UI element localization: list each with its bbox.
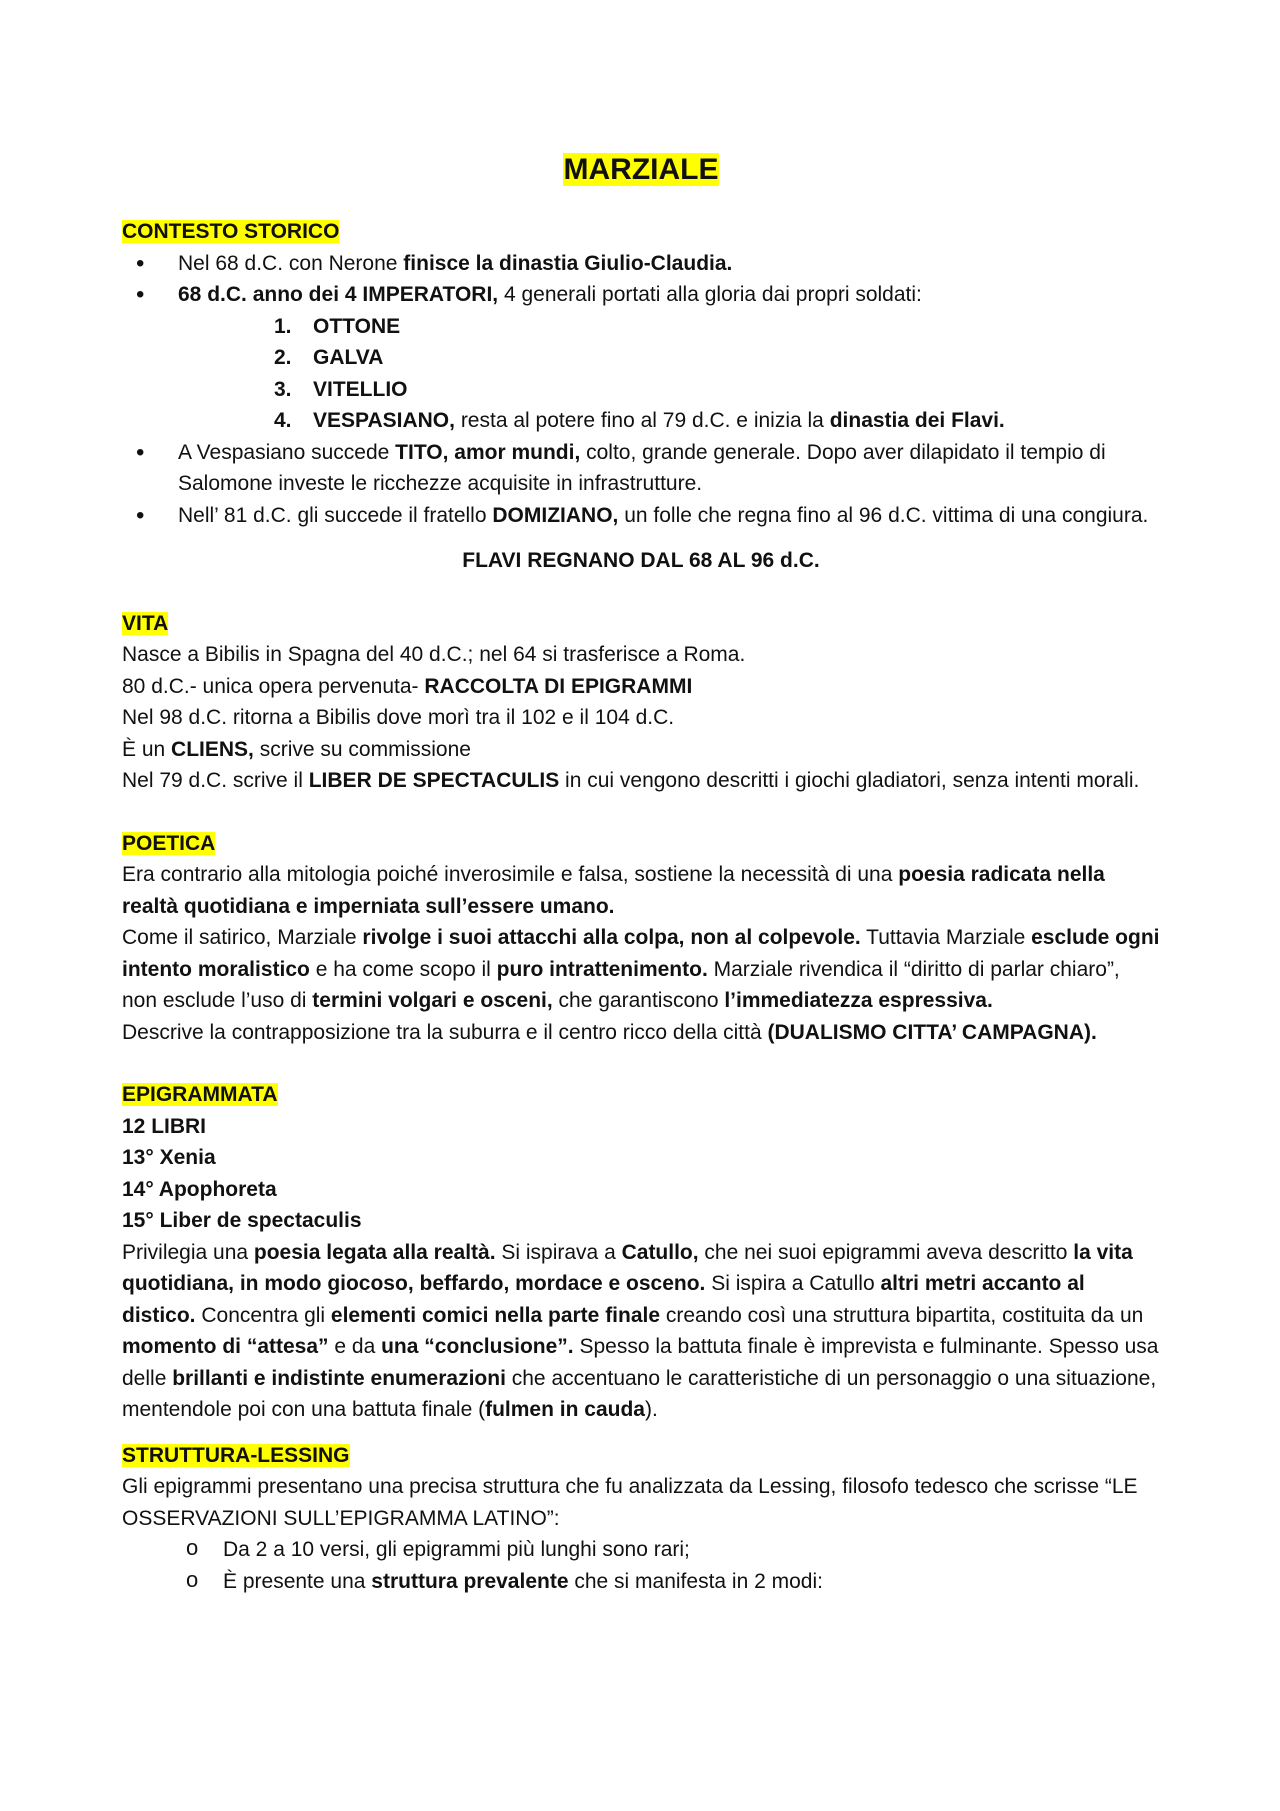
- page-title: MARZIALE: [563, 153, 719, 186]
- list-item: • Nel 68 d.C. con Nerone finisce la dinastia Giulio-Claudia.: [122, 248, 1160, 280]
- list-item: • Nell’ 81 d.C. gli succede il fratello DOMIZIANO, un folle che regna fino al 96 d.C. vittima di una congiura.: [122, 500, 1160, 532]
- book-line: 14° Apophoreta: [122, 1177, 277, 1201]
- vita-line: 80 d.C.- unica opera pervenuta- RACCOLTA DI EPIGRAMMI: [122, 674, 693, 698]
- vita-line: È un CLIENS, scrive su commissione: [122, 737, 471, 761]
- contesto-list: [122, 248, 1160, 532]
- book-line: 12 LIBRI: [122, 1114, 207, 1138]
- book-line: 13° Xenia: [122, 1146, 216, 1169]
- poetica-paragraph: Descrive la contrapposizione tra la suburra e il centro ricco della città (DUALISMO CITTA’ CAMPAGNA).: [122, 1020, 1097, 1044]
- poetica-paragraph: Era contrario alla mitologia poiché inverosimile e falsa, sostiene la necessità di una poesia radicata nella realtà quotidiana e imperniata sull’essere umano.: [122, 863, 1105, 918]
- section-heading-lessing: STRUTTURA-LESSING: [122, 1443, 350, 1467]
- section-heading-poetica: POETICA: [122, 831, 216, 855]
- vita-line: Nasce a Bibilis in Spagna del 40 d.C.; nel 64 si trasferisce a Roma.: [122, 643, 746, 666]
- book-line: 15° Liber de spectaculis: [122, 1209, 362, 1232]
- list-item: o Da 2 a 10 versi, gli epigrammi più lunghi sono rari;: [122, 1534, 1160, 1566]
- lessing-paragraph: Gli epigrammi presentano una precisa struttura che fu analizzata da Lessing, filosofo tedesco che scrisse “LE OSSERVAZIONI SULL’EPIGRAMMA LATINO”:: [122, 1475, 1138, 1530]
- list-item: • A Vespasiano succede TITO, amor mundi, colto, grande generale. Dopo aver dilapidato il tempio di Salomone investe le ricchezze acquisite in infrastrutture.: [122, 437, 1160, 500]
- poetica-paragraph: Come il satirico, Marziale rivolge i suoi attacchi alla colpa, non al colpevole. Tuttavia Marziale esclude ogni intento moralistico e ha come scopo il puro intrattenimento. Marziale rivendica il “diritto di parlar chiaro”, non esclude l’uso di termini volgari e osceni, che garantiscono l’immediatezza espressiva.: [122, 926, 1160, 1012]
- lessing-list: [122, 1534, 1160, 1597]
- emperor-item: 3. VITELLIO: [274, 377, 408, 401]
- section-heading-contesto: CONTESTO STORICO: [122, 220, 340, 243]
- list-item: • 68 d.C. anno dei 4 IMPERATORI, 4 generali portati alla gloria dai propri soldati: 1. OTTONE 2. GALVA 3. VITELLIO 4. VESPASIANO, resta al potere fino al 79 d.C. e inizia la dinastia dei Flavi.: [122, 279, 1160, 437]
- epigrammata-paragraph: Privilegia una poesia legata alla realtà. Si ispirava a Catullo, che nei suoi epigrammi aveva descritto la vita quotidiana, in modo giocoso, beffardo, mordace e osceno. Si ispira a Catullo altri metri accanto al distico. Concentra gli elementi comici nella parte finale creando così una struttura bipartita, costituita da un momento di “attesa” e da una “conclusione”. Spesso la battuta finale è imprevista e fulminante. Spesso usa delle brillanti e indistinte enumerazioni che accentuano le caratteristiche di un personaggio o una situazione, mentendole poi con una battuta finale (fulmen in cauda).: [122, 1240, 1159, 1421]
- section-heading-vita: VITA: [122, 611, 169, 635]
- vita-line: Nel 98 d.C. ritorna a Bibilis dove morì tra il 102 e il 104 d.C.: [122, 706, 675, 729]
- vita-line: Nel 79 d.C. scrive il LIBER DE SPECTACULIS in cui vengono descritti i giochi gladiatori, senza intenti morali.: [122, 769, 1140, 792]
- emperor-item: 2. GALVA: [274, 346, 384, 369]
- flavi-centered-note: FLAVI REGNANO DAL 68 AL 96 d.C.: [462, 549, 820, 572]
- list-item: o È presente una struttura prevalente che si manifesta in 2 modi:: [122, 1566, 1160, 1598]
- emperors-list: [178, 311, 1160, 437]
- emperor-item: 1. OTTONE: [274, 314, 401, 338]
- emperor-item: 4. VESPASIANO, resta al potere fino al 79 d.C. e inizia la dinastia dei Flavi.: [274, 409, 1005, 432]
- section-heading-epigrammata: EPIGRAMMATA: [122, 1083, 278, 1106]
